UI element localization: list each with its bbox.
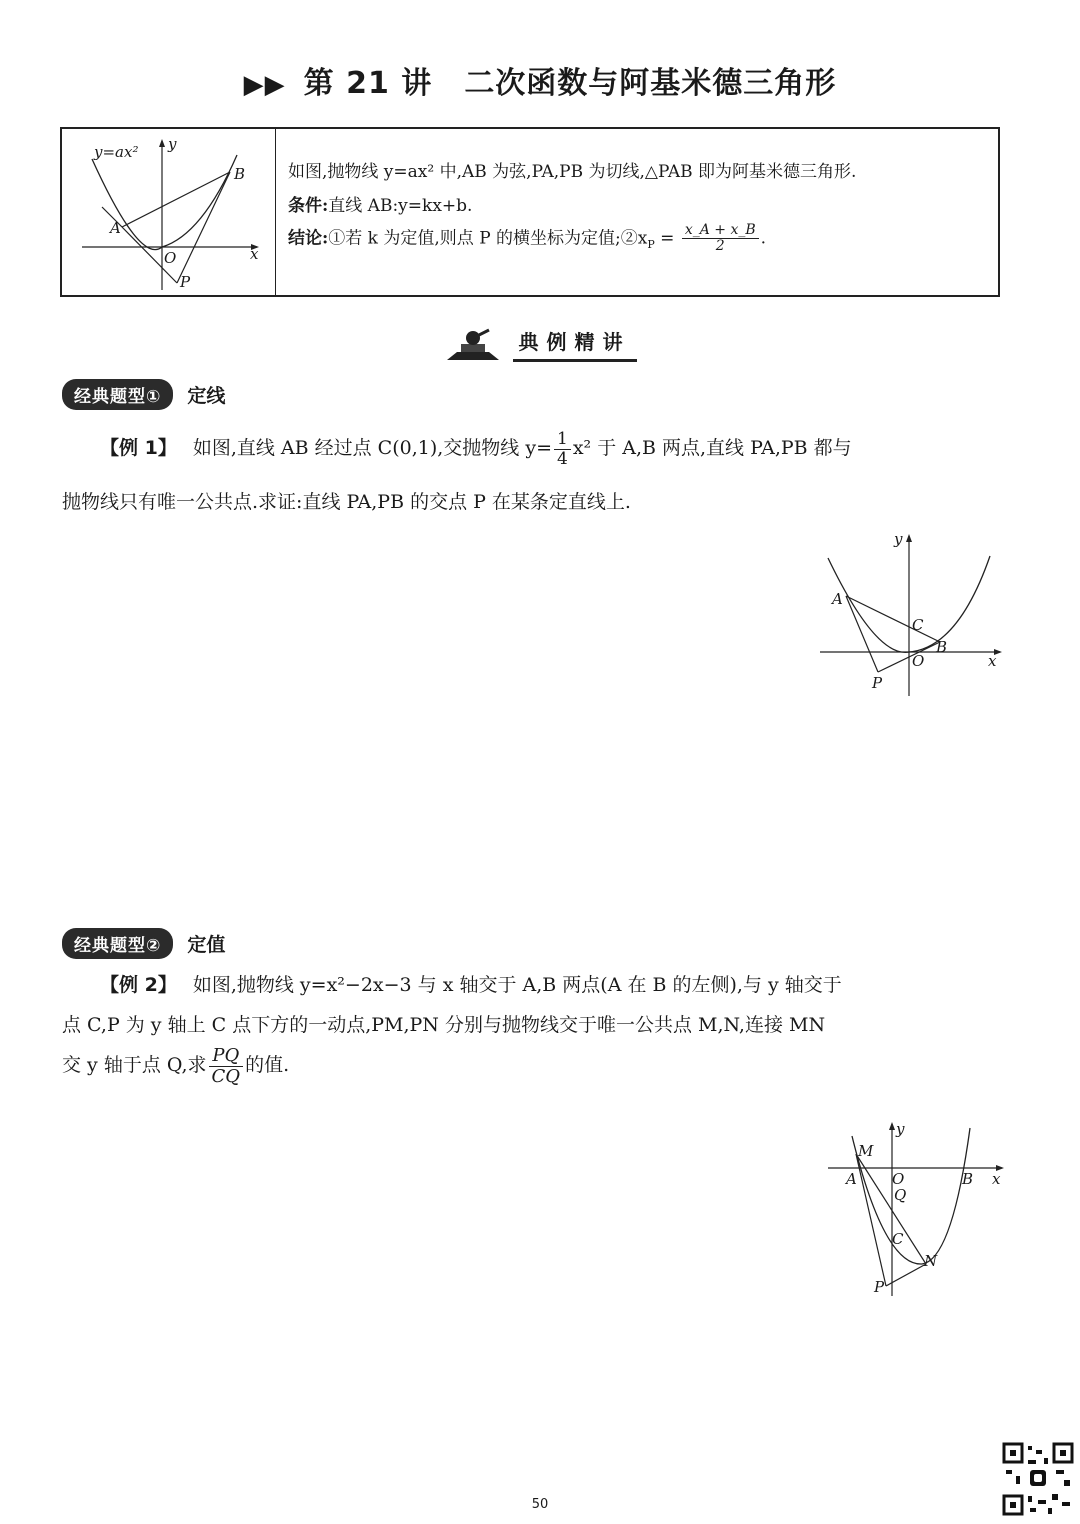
ex2-point-c: C [892, 1230, 904, 1248]
point-p-label: P [180, 273, 191, 291]
type2-heading [62, 928, 225, 959]
example2-figure [826, 1118, 1006, 1298]
type2-badge: 经典题型② [62, 928, 173, 959]
ex2-origin: O [892, 1170, 905, 1188]
example1-frac-den: 4 [557, 448, 568, 469]
ex2-point-q: Q [894, 1186, 907, 1204]
ex1-point-p: P [872, 674, 883, 692]
summary-condition [288, 191, 472, 216]
ex2-y-label: y [896, 1120, 905, 1138]
summary-box [60, 127, 1000, 297]
example2-text-a: 如图,抛物线 y=x²−2x−3 与 x 轴交于 A,B 两点(A 在 B 的左侧),与 y 轴交于 [192, 974, 842, 996]
ex2-point-n: N [924, 1252, 938, 1270]
example2-line1 [62, 965, 1007, 1005]
conclusion-label: 结论: [288, 228, 329, 249]
summary-figure [72, 135, 267, 293]
example1-line1 [62, 428, 1002, 468]
ex1-point-c: C [912, 616, 924, 634]
point-b-label: B [234, 165, 246, 183]
ex1-y-label: y [894, 530, 903, 548]
ex2-point-b: B [962, 1170, 974, 1188]
example1-frac-num: 1 [554, 430, 571, 450]
conclusion-eq: = [654, 228, 675, 249]
condition-text: 直线 AB:y=kx+b. [328, 196, 473, 216]
y-axis-label: y [168, 135, 177, 153]
ex1-x-label: x [988, 652, 997, 670]
box-divider [275, 129, 276, 295]
x-axis-label: x [250, 245, 259, 263]
ex2-point-m: M [858, 1142, 874, 1160]
example2-label: 【例 2】 [100, 974, 177, 996]
desk-lamp-icon [443, 326, 503, 362]
example2-text-c1: 交 y 轴于点 Q,求 [62, 1054, 207, 1076]
example1-text-a: 如图,直线 AB 经过点 C(0,1),交抛物线 y= [192, 437, 552, 459]
condition-label: 条件: [288, 196, 329, 216]
example2-text-c2: 的值. [245, 1054, 290, 1076]
type1-heading [62, 379, 225, 410]
conclusion-end: . [760, 228, 767, 249]
example2-text-b: 点 C,P 为 y 轴上 C 点下方的一动点,PM,PN 分别与抛物线交于唯一公共点 M,N,连接 MN [62, 1014, 826, 1036]
page-number: 50 [531, 1497, 549, 1512]
page-title [0, 58, 1080, 102]
example2-fraction [209, 1046, 244, 1087]
type1-name: 定线 [187, 385, 226, 407]
point-a-label: A [110, 219, 121, 237]
conclusion-fraction [682, 223, 759, 255]
example2-frac-num: PQ [209, 1046, 244, 1067]
ex2-x-label: x [992, 1170, 1001, 1188]
type1-badge: 经典题型① [62, 379, 173, 410]
type2-name: 定值 [187, 934, 226, 956]
summary-line1: 如图,抛物线 y=ax² 中,AB 为弦,PA,PB 为切线,△PAB 即为阿基米德三角形. [288, 162, 857, 182]
ex1-point-b: B [936, 638, 948, 656]
double-arrow-icon: ▶▶ [243, 70, 286, 100]
curve-label: y=ax² [94, 143, 139, 161]
origin-label: O [164, 249, 177, 267]
summary-conclusion [288, 223, 766, 255]
section-heading [0, 324, 1080, 362]
example1-fraction [554, 430, 571, 468]
lecture-number: 第 21 讲 [303, 66, 433, 101]
example1-text [62, 428, 1002, 522]
lecture-title: 二次函数与阿基米德三角形 [464, 66, 837, 101]
example1-text-c: 抛物线只有唯一公共点.求证:直线 PA,PB 的交点 P 在某条定直线上. [62, 491, 631, 514]
section-label: 典例精讲 [513, 324, 637, 362]
example1-label: 【例 1】 [100, 437, 177, 459]
example2-text [62, 965, 1007, 1086]
ex1-point-a: A [832, 590, 843, 608]
ex2-point-p: P [874, 1278, 885, 1296]
example2-frac-den: CQ [211, 1065, 241, 1087]
ex1-origin: O [912, 652, 925, 670]
conclusion-sub: P [647, 237, 655, 251]
example1-text-b: x² 于 A,B 两点,直线 PA,PB 都与 [572, 437, 852, 459]
fraction-denominator: 2 [715, 238, 725, 255]
example1-figure [818, 530, 1004, 700]
ex2-point-a: A [846, 1170, 857, 1188]
example2-line3 [62, 1045, 1007, 1086]
fraction-numerator: x_A + x_B [682, 223, 759, 239]
conclusion-text: ①若 k 为定值,则点 P 的横坐标为定值;②x [328, 228, 648, 249]
